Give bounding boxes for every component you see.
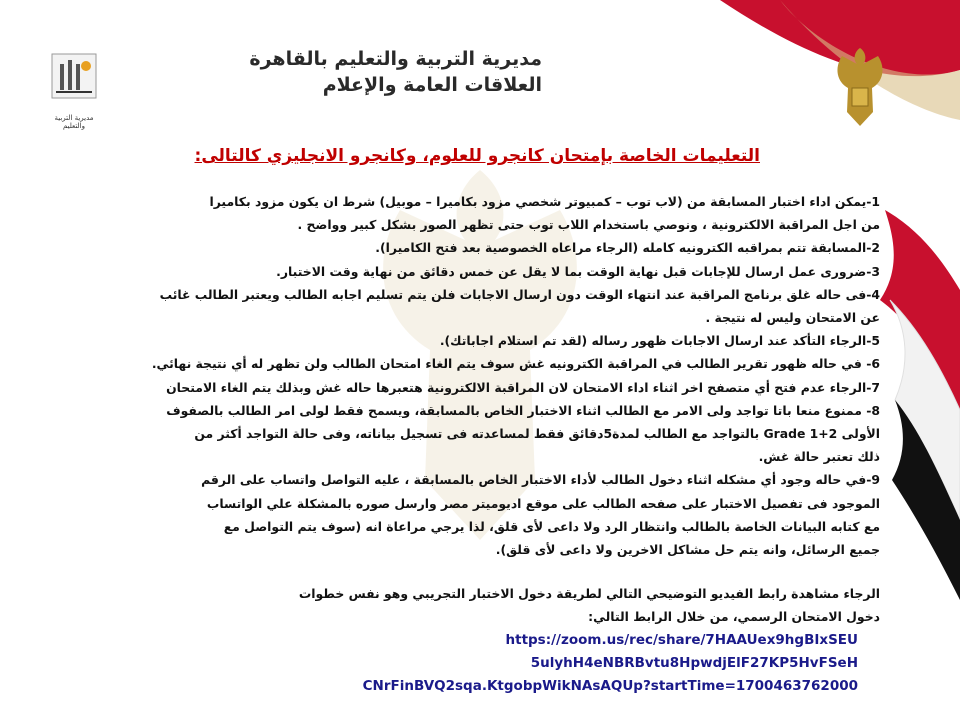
instruction-line: 4-فى حاله غلق برنامج المراقبة عند انتهاء الوقت دون ارسال الاجابات فلن يتم تسليم اجابه الطالب ويعتبر الطالب غائب bbox=[159, 286, 880, 302]
instructions-body bbox=[128, 190, 880, 698]
instruction-line: عن الامتحان وليس له نتيجة . bbox=[705, 310, 880, 326]
instruction-line: من اجل المراقبة الالكترونية ، ونوصي باستخدام اللاب توب حتى تظهر الصور بشكل كبير وواضح . bbox=[297, 217, 880, 233]
instruction-line: 6- في حاله ظهور تقرير الطالب في المراقبة الكترونيه غش سوف يتم الغاء امتحان الطالب ولن تظهر له أي نتيجة نهائي. bbox=[151, 356, 880, 372]
instruction-line: 8- ممنوع منعا باتا تواجد ولى الامر مع الطالب اثناء الاختبار الخاص بالمسابقة، ويسمح فقط لولى امر الطالب بالصفوف bbox=[166, 402, 880, 418]
logo-caption: مديرية التربية والتعليم bbox=[54, 114, 94, 130]
egypt-eagle-emblem bbox=[828, 42, 892, 132]
directorate-name: مديرية التربية والتعليم بالقاهرة bbox=[249, 48, 542, 70]
page-title: التعليمات الخاصة بإمتحان كانجرو للعلوم، وكانجرو الانجليزي كالتالى: bbox=[194, 146, 760, 166]
header-block bbox=[249, 46, 542, 98]
instruction-line: مع كتابه البيانات الخاصة بالطالب وانتظار الرد ولا داعى لأى قلق، لذا يرجي مراعاة انه (سوف يتم التواصل مع bbox=[223, 518, 880, 534]
video-note-line: دخول الامتحان الرسمي، من خلال الرابط التالي: bbox=[588, 609, 880, 625]
instruction-line: 7-الرجاء عدم فتح أي متصفح اخر اثناء اداء الامتحان لان المراقبة الالكترونية هتعبرها حاله غش وبذلك يتم الغاء الامتحان bbox=[166, 379, 880, 395]
zoom-link-line[interactable]: CNrFinBVQ2sqa.KtgobpWikNAsAQUp?startTime=1700463762000 bbox=[362, 677, 858, 694]
instruction-line: 5-الرجاء التأكد عند ارسال الاجابات ظهور رساله (لقد تم استلام اجاباتك). bbox=[439, 333, 880, 349]
instruction-line: 2-المسابقة تتم بمراقبه الكترونيه كامله (الرجاء مراعاه الخصوصية بعد فتح الكاميرا). bbox=[375, 240, 880, 256]
instruction-line: الأولى Grade 1+2 بالتواجد مع الطالب لمدة5دقائق فقط لمساعدته فى تسجيل بياناته، وفى حالة التواجد أكثر من bbox=[194, 426, 880, 442]
instruction-line: جميع الرسائل، وانه يتم حل مشاكل الاخرين ولا داعى لأى قلق). bbox=[495, 542, 880, 558]
instruction-line: الموجود فى تفصيل الاختبار على صفحه الطالب على موقع اديوميتر مصر وارسل صوره بالمشكلة علي الواتساب bbox=[206, 495, 880, 511]
department-name: العلاقات العامة والإعلام bbox=[322, 74, 542, 96]
zoom-link-line[interactable]: https://zoom.us/rec/share/7HAAUex9hgBIxSEU bbox=[505, 631, 858, 648]
video-note-line: الرجاء مشاهدة رابط الفيديو التوضيحي التالي لطريقة دخول الاختبار التجريبي وهو نفس خطوات bbox=[298, 586, 880, 602]
instruction-line: 9-في حاله وجود أي مشكله اثناء دخول الطالب لأداء الاختبار الخاص بالمسابقة ، عليه التواصل واتساب على الرقم bbox=[201, 472, 880, 488]
instruction-line: 1-يمكن اداء اختبار المسابقة من (لاب توب – كمبيوتر شخصي مزود بكاميرا – موبيل) شرط ان يكون مزود بكاميرا bbox=[209, 194, 880, 209]
instruction-line: 3-ضرورى عمل ارسال للإجابات قبل نهاية الوقت بما لا يقل عن خمس دقائق من نهاية وقت الاختبار. bbox=[276, 263, 880, 279]
zoom-link-line[interactable]: 5ulyhH4eNBRBvtu8HpwdjElF27KP5HvFSeH bbox=[530, 654, 858, 671]
instruction-line: ذلك تعتبر حالة غش. bbox=[758, 449, 880, 465]
cairo-directorate-logo bbox=[48, 46, 100, 130]
